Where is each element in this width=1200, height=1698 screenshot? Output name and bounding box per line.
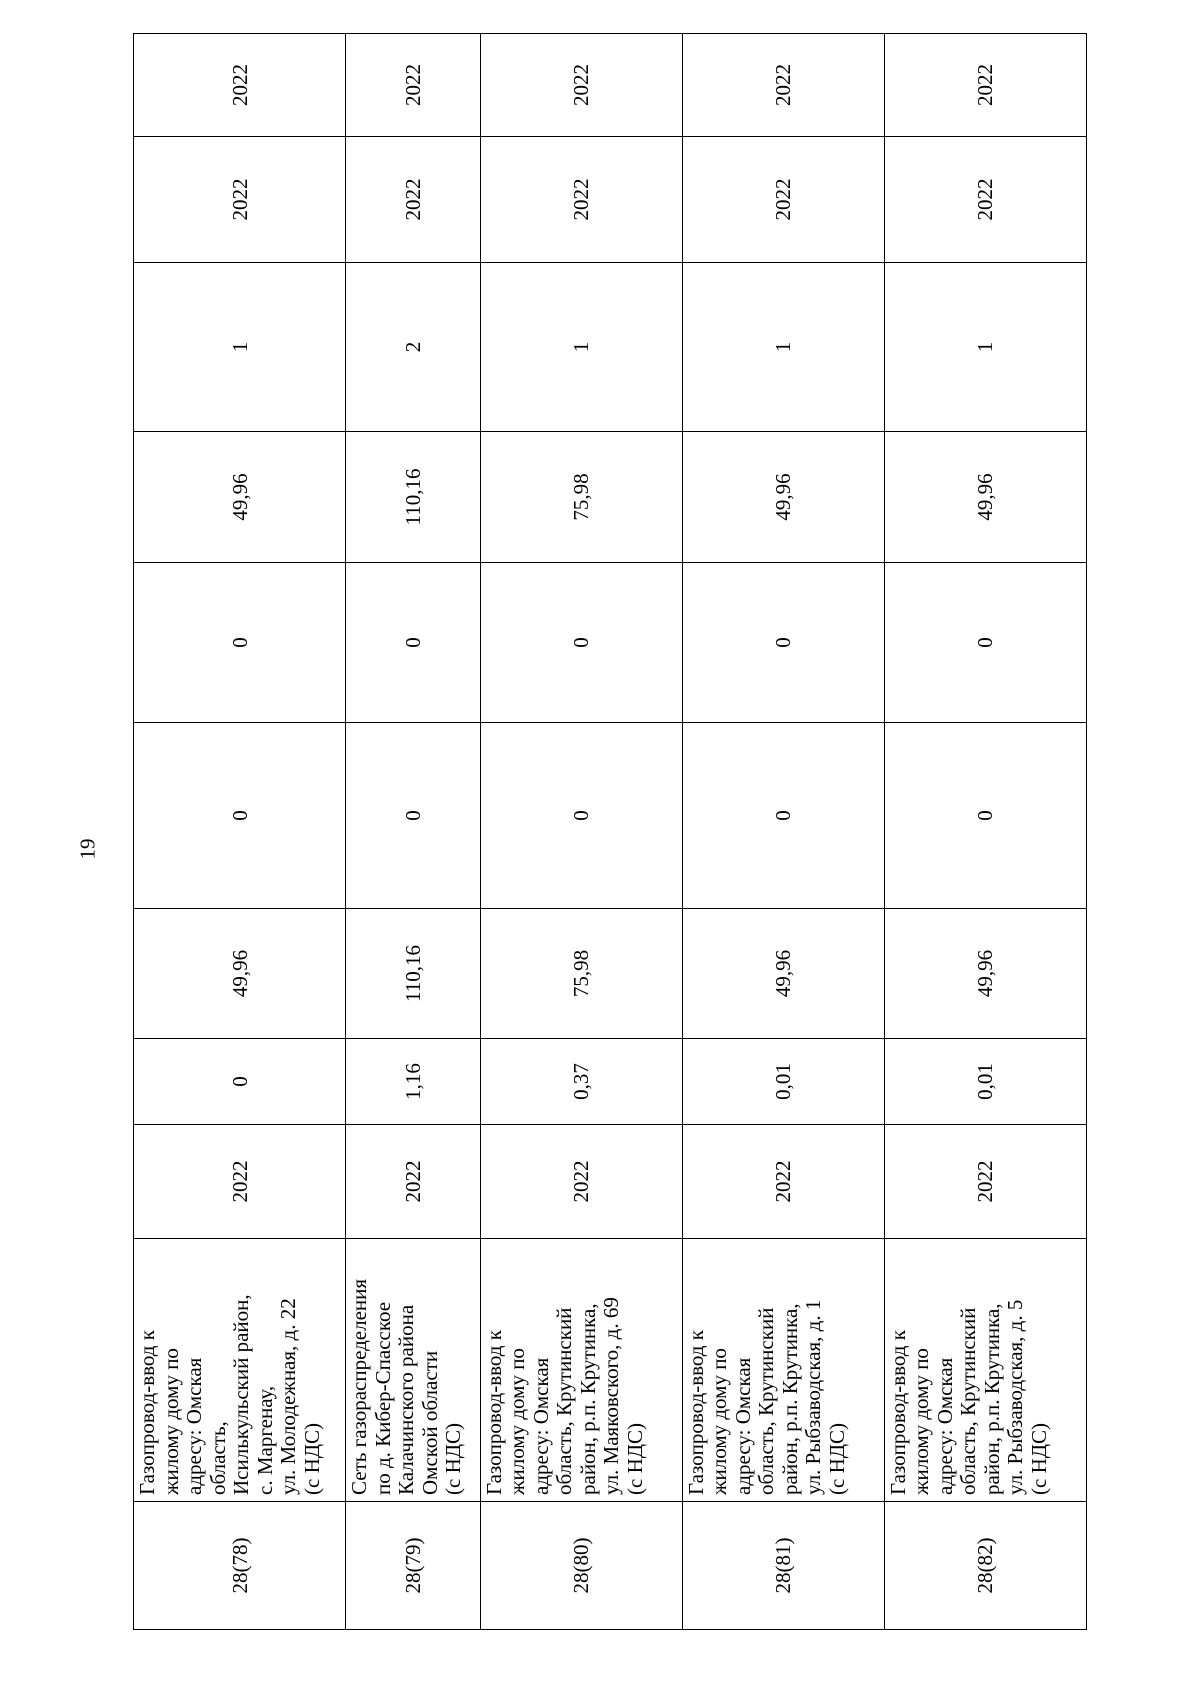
table-row bbox=[346, 34, 480, 1630]
value-cell: 49,96 bbox=[884, 909, 1086, 1039]
object-name: Газопровод-ввод к жилому дому по адресу: Омская область, Исилькульский район, с. Маргенау, ул. Молодежная, д. 22 (с НДС) bbox=[134, 1239, 346, 1502]
value-cell: 110,16 bbox=[346, 909, 480, 1039]
value-cell: 0,01 bbox=[682, 1039, 884, 1125]
value-cell: 1 bbox=[480, 263, 682, 432]
table-row bbox=[134, 34, 346, 1630]
value-cell: 49,96 bbox=[682, 909, 884, 1039]
year-cell: 2022 bbox=[134, 137, 346, 263]
value-cell: 49,96 bbox=[134, 909, 346, 1039]
object-name: Газопровод-ввод к жилому дому по адресу: Омская область, Крутинский район, р.п. Крутинка, ул. Маяковского, д. 69 (с НДС) bbox=[480, 1239, 682, 1502]
value-cell: 0 bbox=[884, 723, 1086, 909]
year-cell: 2022 bbox=[480, 1125, 682, 1239]
value-cell: 0 bbox=[682, 563, 884, 723]
page-number: 19 bbox=[75, 838, 100, 860]
year-cell: 2022 bbox=[682, 34, 884, 137]
value-cell: 0 bbox=[134, 1039, 346, 1125]
value-cell: 0,01 bbox=[884, 1039, 1086, 1125]
row-id: 28(78) bbox=[134, 1502, 346, 1630]
year-cell: 2022 bbox=[346, 137, 480, 263]
object-name: Газопровод-ввод к жилому дому по адресу: Омская область, Крутинский район, р.п. Крутинка, ул. Рыбзаводская, д. 5 (с НДС) bbox=[884, 1239, 1086, 1502]
object-name: Газопровод-ввод к жилому дому по адресу: Омская область, Крутинский район, р.п. Крутинка, ул. Рыбзаводская, д. 1 (с НДС) bbox=[682, 1239, 884, 1502]
year-cell: 2022 bbox=[134, 1125, 346, 1239]
value-cell: 0 bbox=[134, 563, 346, 723]
year-cell: 2022 bbox=[682, 1125, 884, 1239]
value-cell: 49,96 bbox=[884, 432, 1086, 563]
year-cell: 2022 bbox=[346, 1125, 480, 1239]
value-cell: 75,98 bbox=[480, 432, 682, 563]
year-cell: 2022 bbox=[884, 34, 1086, 137]
table-row bbox=[884, 34, 1086, 1630]
year-cell: 2022 bbox=[682, 137, 884, 263]
year-cell: 2022 bbox=[346, 34, 480, 137]
value-cell: 0 bbox=[884, 563, 1086, 723]
value-cell: 0 bbox=[480, 563, 682, 723]
value-cell: 0 bbox=[346, 563, 480, 723]
year-cell: 2022 bbox=[884, 1125, 1086, 1239]
object-name: Сеть газораспределения по д. Кибер-Спасское Калачинского района Омской области (с НДС) bbox=[346, 1239, 480, 1502]
value-cell: 75,98 bbox=[480, 909, 682, 1039]
value-cell: 1 bbox=[134, 263, 346, 432]
value-cell: 0 bbox=[682, 723, 884, 909]
value-cell: 49,96 bbox=[134, 432, 346, 563]
year-cell: 2022 bbox=[884, 137, 1086, 263]
value-cell: 1 bbox=[682, 263, 884, 432]
value-cell: 0 bbox=[134, 723, 346, 909]
table-row bbox=[682, 34, 884, 1630]
value-cell: 1,16 bbox=[346, 1039, 480, 1125]
value-cell: 1 bbox=[884, 263, 1086, 432]
value-cell: 110,16 bbox=[346, 432, 480, 563]
year-cell: 2022 bbox=[480, 34, 682, 137]
table-container bbox=[133, 34, 1087, 1630]
table-row bbox=[480, 34, 682, 1630]
row-id: 28(80) bbox=[480, 1502, 682, 1630]
value-cell: 0,37 bbox=[480, 1039, 682, 1125]
value-cell: 2 bbox=[346, 263, 480, 432]
year-cell: 2022 bbox=[134, 34, 346, 137]
row-id: 28(79) bbox=[346, 1502, 480, 1630]
value-cell: 0 bbox=[346, 723, 480, 909]
data-table bbox=[133, 33, 1087, 1630]
row-id: 28(81) bbox=[682, 1502, 884, 1630]
year-cell: 2022 bbox=[480, 137, 682, 263]
value-cell: 49,96 bbox=[682, 432, 884, 563]
value-cell: 0 bbox=[480, 723, 682, 909]
row-id: 28(82) bbox=[884, 1502, 1086, 1630]
